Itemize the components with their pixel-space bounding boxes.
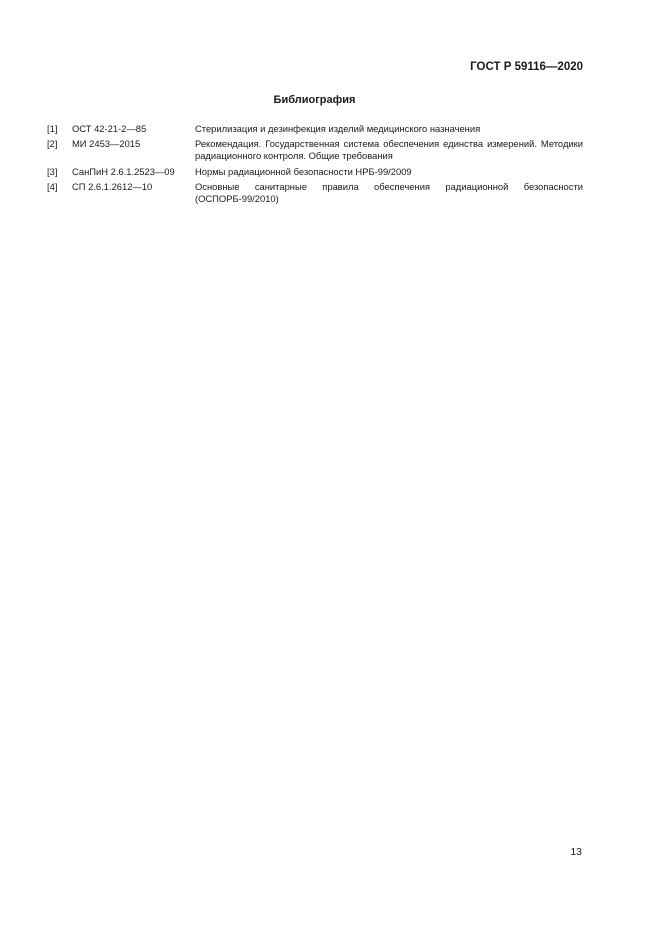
- page-number: 13: [570, 846, 582, 858]
- bibliography-entry: [47, 166, 583, 178]
- entry-number: [1]: [47, 123, 58, 134]
- bibliography-entry: [47, 181, 583, 205]
- bibliography-title: Библиография: [273, 94, 356, 106]
- entry-description: Рекомендация. Государственная система обеспечения единства измерений. Методики радиационного контроля. Общие требования: [195, 138, 583, 162]
- entry-number: [2]: [47, 138, 58, 150]
- entry-document-code: СанПиН 2.6.1.2523—09: [72, 165, 175, 177]
- entry-number: [3]: [47, 165, 58, 177]
- bibliography-entry: [47, 138, 583, 162]
- entry-description: Стерилизация и дезинфекция изделий медицинского назначения: [195, 123, 481, 134]
- entry-document-code: МИ 2453—2015: [72, 138, 141, 150]
- standard-number: ГОСТ Р 59116—2020: [470, 61, 583, 73]
- bibliography-list: [47, 123, 583, 208]
- entry-document-code: ОСТ 42-21-2—85: [72, 123, 147, 134]
- bibliography-entry: [47, 123, 583, 135]
- entry-description: Нормы радиационной безопасности НРБ-99/2009: [195, 165, 412, 177]
- entry-description: Основные санитарные правила обеспечения радиационной безопасности (ОСПОРБ-99/2010): [195, 180, 583, 205]
- entry-document-code: СП 2.6.1.2612—10: [72, 180, 153, 192]
- entry-number: [4]: [47, 180, 58, 192]
